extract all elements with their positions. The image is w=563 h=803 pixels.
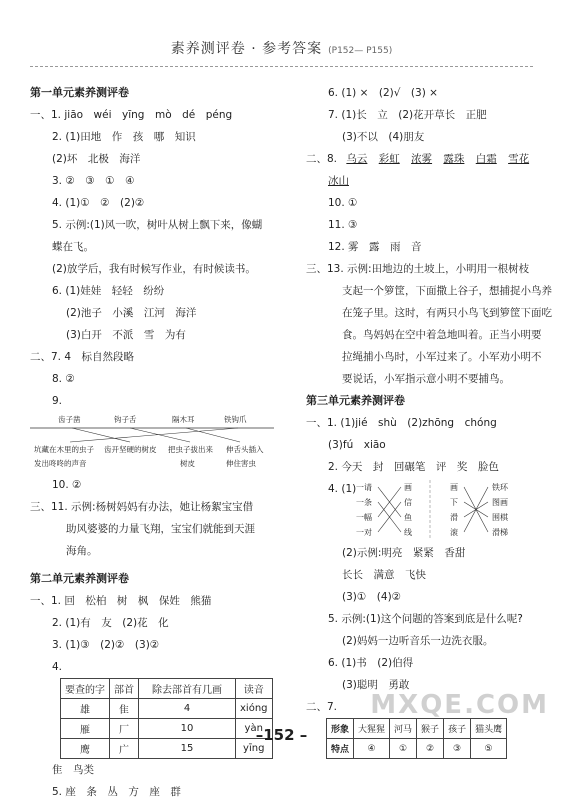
table-cell: ③ xyxy=(444,739,471,759)
table-header-cell: 除去部首有几画 xyxy=(139,679,236,699)
table-cell: 雁 xyxy=(61,719,110,739)
table-cell: 雄 xyxy=(61,699,110,719)
u1-line: (2)放学后，我有时候写作业，有时候读书。 xyxy=(52,263,256,275)
u1-line: (3)白开 不派 雪 为有 xyxy=(66,329,186,341)
r-line: 12. 雾 露 雨 音 xyxy=(328,241,422,253)
match-top-4: 铁钩爪 xyxy=(224,415,247,424)
u1-line: 8. ② xyxy=(52,373,75,385)
u2-line: 3. (1)③ (2)② (3)② xyxy=(52,639,160,651)
table-row xyxy=(61,699,273,719)
page-number: –152 – xyxy=(255,726,308,744)
r-line: 10. ① xyxy=(328,197,358,209)
u1-line: 6. (1)娃娃 轻轻 纷纷 xyxy=(52,285,165,297)
u2-line: 一、1. 回 松柏 树 枫 保姓 熊猫 xyxy=(30,595,212,607)
table-cell: 形象 xyxy=(327,719,354,739)
table-cell: 孩子 xyxy=(444,719,471,739)
table-cell: 4 xyxy=(139,699,236,719)
table-cell: 特点 xyxy=(327,739,354,759)
matching-diagram-birds xyxy=(30,412,280,474)
match-bot2-1: 发出咚咚的声音 xyxy=(34,459,87,468)
u1-line: 海角。 xyxy=(66,545,98,557)
r-line: 在笼子里。这时，有两只小鸟飞到箩筐下面吃 xyxy=(342,307,552,319)
r-line: 要说话，小军指示意小明不要捕鸟。 xyxy=(342,373,510,385)
r-line: 6. (1) × (2)√ (3) × xyxy=(328,87,438,99)
underlined-word: 浓雾 xyxy=(411,153,433,165)
u1-line: 10. ② xyxy=(52,479,82,491)
r-line: 拉绳捕小鸟时，小军过来了。小军劝小明不 xyxy=(342,351,542,363)
underlined-word: 雪花 xyxy=(508,153,530,165)
u3-line: (3)聪明 勇敢 xyxy=(342,679,410,691)
r-line: 7. (1)长 立 (2)花开草长 正肥 xyxy=(328,109,487,121)
table-cell: xióng xyxy=(236,699,273,719)
watermark: MXQE.COM xyxy=(370,690,549,720)
table-header-row xyxy=(61,679,273,699)
u1-line: 助风婆婆的力量飞翔，宝宝们就能到天涯 xyxy=(66,523,255,535)
r-label: 二、8. xyxy=(306,153,338,165)
match-line xyxy=(72,428,130,442)
r-line: 三、13. 示例:田地边的土坡上，小明用一根树枝 xyxy=(306,263,530,275)
table-header-cell: 要查的字 xyxy=(61,679,110,699)
match-right-b: 滑梯 xyxy=(492,528,508,537)
table-cell: ④ xyxy=(354,739,390,759)
u1-line: 9. xyxy=(52,395,63,407)
match-top-2: 钩子舌 xyxy=(114,415,137,424)
table-cell: 猴子 xyxy=(417,719,444,739)
u1-line: 蝶在飞。 xyxy=(52,241,94,253)
u1-line: 5. 示例:(1)风一吹，树叶从树上飘下来，像蝴 xyxy=(52,219,263,231)
table-cell: 鹰 xyxy=(61,739,110,759)
underlined-word: 露珠 xyxy=(443,153,465,165)
u1-line: 2. (1)田地 作 孩 哪 知识 xyxy=(52,131,196,143)
table-cell: ⑤ xyxy=(471,739,507,759)
u3-line: 长长 满意 飞快 xyxy=(342,569,426,581)
table-cell: ① xyxy=(390,739,417,759)
match-line xyxy=(130,428,190,442)
unit3-title: 第三单元素养测评卷 xyxy=(306,394,405,407)
u3-line: 二、7. xyxy=(306,701,338,713)
radical-table xyxy=(60,678,273,759)
table-cell: 10 xyxy=(139,719,236,739)
header-divider xyxy=(30,66,533,67)
match-bot-3: 把虫子拔出来 xyxy=(168,445,213,454)
left-column xyxy=(30,82,280,803)
match-right-a: 滚 xyxy=(450,528,458,537)
match-right-a: 滑 xyxy=(450,513,458,522)
table-cell: 大猩猩 xyxy=(354,719,390,739)
match-bot-2: 齿开坚硬的树皮 xyxy=(104,445,157,454)
matching-diagram-words xyxy=(306,478,546,542)
unit1-title: 第一单元素养测评卷 xyxy=(30,86,129,99)
right-column xyxy=(306,82,552,759)
table-header-cell: 部首 xyxy=(110,679,139,699)
u3-line: (3)① (4)② xyxy=(342,591,402,603)
u1-line: 二、7. 4 标自然段略 xyxy=(30,351,135,363)
u1-line: (2)坏 北极 海洋 xyxy=(52,153,141,165)
match-right-b: 围棋 xyxy=(492,513,508,522)
r-line: 11. ③ xyxy=(328,219,358,231)
r-line xyxy=(306,170,546,192)
table-cell: 15 xyxy=(139,739,236,759)
u1-line: 3. ② ③ ① ④ xyxy=(52,175,135,187)
table-cell: 猫头鹰 xyxy=(471,719,507,739)
table-header-cell: 读音 xyxy=(236,679,273,699)
u3-line: (2)妈妈一边听音乐一边洗衣服。 xyxy=(342,635,494,647)
u2-line: 隹 鸟类 xyxy=(52,764,94,776)
u3-line: (3)fú xiāo xyxy=(328,439,386,451)
match-left-b: 鱼 xyxy=(404,513,412,522)
table-cell: 广 xyxy=(110,739,139,759)
match-top-3: 隔木耳 xyxy=(172,415,195,424)
u3-line: 6. (1)书 (2)伯得 xyxy=(328,657,414,669)
match-bot-1: 坑藏在木里的虫子 xyxy=(34,445,94,454)
table-cell: yīng xyxy=(236,739,273,759)
u1-line: (2)池子 小溪 江河 海洋 xyxy=(66,307,197,319)
underlined-word: 白霜 xyxy=(475,153,497,165)
r-line: (3)不以 (4)朋友 xyxy=(342,131,425,143)
table-cell: yàn xyxy=(236,719,273,739)
page-header xyxy=(0,38,563,58)
match-bot-4: 伸舌头插入 xyxy=(226,445,264,454)
u3-line: 一、1. (1)jié shù (2)zhōng chóng xyxy=(306,417,497,429)
match-bot2-3: 树皮 xyxy=(180,459,195,468)
table-cell: 河马 xyxy=(390,719,417,739)
match-left-a: 一请 xyxy=(356,483,372,492)
matching-svg xyxy=(306,478,546,542)
u2-line: 5. 座 条 丛 方 座 群 xyxy=(52,786,181,798)
u3-line: 5. 示例:(1)这个问题的答案到底是什么呢? xyxy=(328,613,523,625)
u1-line: 一、1. jiāo wéi yīng mò dé péng xyxy=(30,109,233,121)
match-right-b: 图画 xyxy=(492,498,508,507)
u3-line: 4. (1) xyxy=(328,483,357,495)
match-top-1: 齿子凿 xyxy=(58,415,81,424)
u1-line: 三、11. 示例:杨树妈妈有办法，她让杨絮宝宝借 xyxy=(30,501,254,513)
match-left-a: 一幅 xyxy=(356,513,372,522)
header-range: (P152— P155) xyxy=(328,46,393,56)
match-left-a: 一对 xyxy=(356,528,372,537)
table-cell: 厂 xyxy=(110,719,139,739)
r-line-words xyxy=(306,148,546,170)
underlined-word: 冰山 xyxy=(328,175,349,187)
u1-line: 4. (1)① ② (2)② xyxy=(52,197,145,209)
underlined-word: 彩虹 xyxy=(378,153,400,165)
table-cell: 隹 xyxy=(110,699,139,719)
underlined-word: 乌云 xyxy=(346,153,368,165)
header-title: 素养测评卷 · 参考答案 xyxy=(170,41,323,57)
r-line: 支起一个箩筐，下面撒上谷子，想捕捉小鸟养 xyxy=(342,285,552,297)
u3-line: 2. 今天 封 回碾笔 评 奖 脸色 xyxy=(328,461,499,473)
u2-line: 4. xyxy=(52,661,63,673)
match-left-a: 一条 xyxy=(356,498,372,507)
u2-line: 2. (1)有 友 (2)花 化 xyxy=(52,617,169,629)
match-right-a: 下 xyxy=(450,498,458,507)
match-right-a: 画 xyxy=(450,483,458,492)
unit2-title: 第二单元素养测评卷 xyxy=(30,572,129,585)
table-cell: ② xyxy=(417,739,444,759)
match-right-b: 铁环 xyxy=(492,483,508,492)
match-left-b: 线 xyxy=(404,528,412,537)
match-bot2-4: 伸住害虫 xyxy=(226,459,256,468)
match-left-b: 画 xyxy=(404,483,412,492)
r-line: 食。鸟妈妈在空中着急地叫着。正当小明要 xyxy=(342,329,542,341)
u3-line: (2)示例:明亮 紧紧 香甜 xyxy=(342,547,466,559)
match-left-b: 信 xyxy=(404,498,412,507)
